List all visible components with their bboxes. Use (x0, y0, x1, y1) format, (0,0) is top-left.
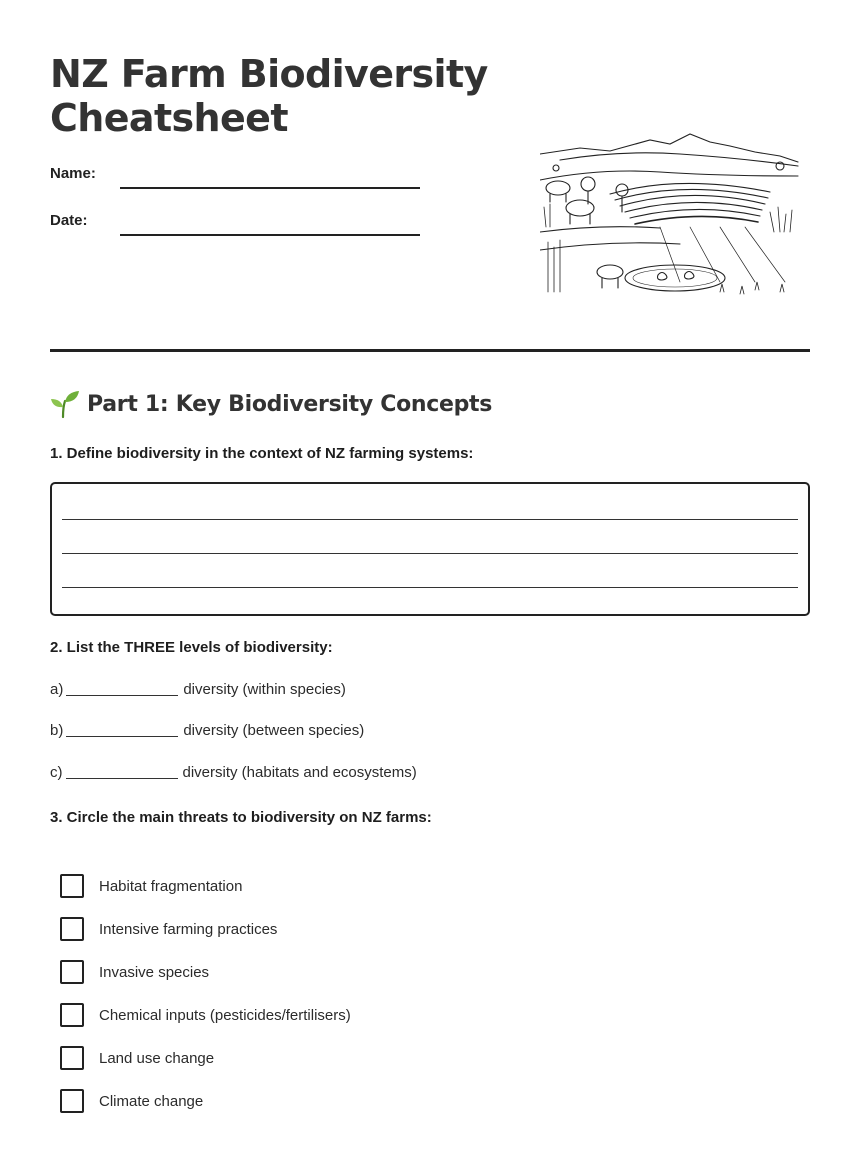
threat-label: Intensive farming practices (99, 920, 278, 938)
level-prefix: a) (50, 681, 64, 698)
threat-item[interactable] (60, 917, 277, 941)
threat-checkbox[interactable] (60, 917, 84, 941)
level-suffix: diversity (between species) (183, 722, 365, 739)
answer-line (62, 519, 798, 520)
threat-item[interactable] (60, 960, 209, 984)
date-field[interactable] (120, 234, 420, 236)
level-blank-a[interactable] (66, 681, 178, 696)
level-suffix: diversity (habitats and ecosystems) (182, 764, 417, 781)
level-prefix: b) (50, 722, 64, 739)
answer-box-q1[interactable] (50, 482, 810, 616)
threat-checkbox[interactable] (60, 1046, 84, 1070)
date-label: Date: (50, 212, 88, 229)
threat-checkbox[interactable] (60, 960, 84, 984)
threat-label: Habitat fragmentation (99, 877, 243, 895)
name-field[interactable] (120, 187, 420, 189)
threat-label: Land use change (99, 1049, 215, 1067)
page-title (50, 52, 520, 140)
level-row-a (50, 681, 346, 698)
level-row-c (50, 764, 417, 781)
header-divider (50, 349, 810, 352)
threat-label: Invasive species (99, 963, 210, 981)
threat-checkbox[interactable] (60, 1003, 84, 1027)
farm-landscape-illustration (540, 132, 800, 302)
threat-item[interactable] (60, 1046, 214, 1070)
name-label: Name: (50, 165, 96, 182)
threat-item[interactable] (60, 1003, 351, 1027)
level-prefix: c) (50, 764, 63, 781)
question-2: 2. List the THREE levels of biodiversity: (50, 639, 333, 656)
part1-title: Part 1: Key Biodiversity Concepts (87, 391, 493, 417)
level-blank-c[interactable] (66, 764, 178, 779)
threat-checkbox[interactable] (60, 874, 84, 898)
level-suffix: diversity (within species) (183, 681, 346, 698)
level-blank-b[interactable] (66, 722, 178, 737)
answer-line (62, 587, 798, 588)
title-line-2: Cheatsheet (50, 96, 288, 140)
threat-label: Chemical inputs (pesticides/fertilisers) (99, 1006, 351, 1024)
threat-label: Climate change (99, 1092, 204, 1110)
threat-item[interactable] (60, 874, 242, 898)
part1-header (50, 388, 492, 420)
level-row-b (50, 722, 364, 739)
question-3: 3. Circle the main threats to biodiversity on NZ farms: (50, 809, 432, 826)
title-line-1: NZ Farm Biodiversity (50, 52, 488, 96)
sprout-icon (50, 389, 80, 419)
threat-item[interactable] (60, 1089, 203, 1113)
answer-line (62, 553, 798, 554)
threat-checkbox[interactable] (60, 1089, 84, 1113)
question-1: 1. Define biodiversity in the context of NZ farming systems: (50, 445, 474, 462)
worksheet-page (50, 0, 810, 1161)
